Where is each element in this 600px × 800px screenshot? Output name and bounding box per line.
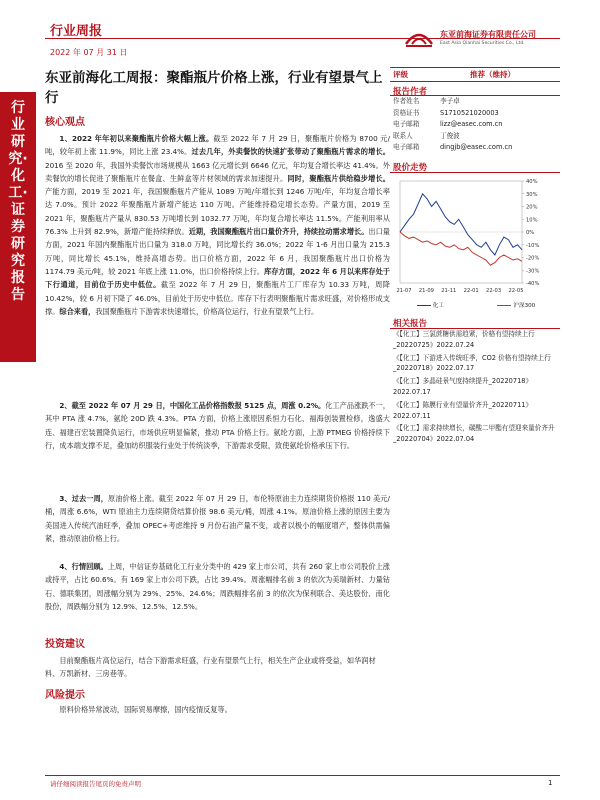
series-line-chemical [400,194,522,255]
body-text: 我国聚酯瓶片下游需求快速增长，价格高位运行，行业有望景气上行。 [95,306,319,316]
company-name-en: East Asia Qianhai Securities Co., Ltd. [440,41,525,46]
related-report-link[interactable]: 《【化工】多晶硅景气度持续提升_20220718》2022.07.17 [393,377,533,396]
related-reports-list [393,329,561,447]
legend-item: 沪深300 [497,301,535,309]
investment-advice-text: 目前聚酯瓶片高位运行，结合下游需求旺盛，行业有望景气上行，相关生产企业或将受益，如华润材料、万凯新材、三房巷等。 [45,656,376,679]
key-point-text: 2、截至 2022 年 07 月 29 日，中国化工品价格指数报 5125 点，周涨 0.2%。 [59,401,326,410]
body-text: 化工产品涨跌不一，其中 PTA 涨 4.7%，氨纶 20D 跌 4.3%。PTA 方面，价格上涨原因系恒力石化、福海创装置检修，逸盛大连、福建百宏装置降负运行，市场供应明显偏紧，推动 PTA 价格上行。氨纶方面，上游 PTMEG 价格持续下行，成本端支撑不足，叠加纺织服装行业处于传统淡季，下游需求受限，致使氨纶价格承压下行。 [45,401,390,450]
risk-heading: 风险提示 [45,690,85,701]
company-name-cn: 东亚前海证券有限责任公司 [440,30,536,39]
key-point-text: 3、过去一周， [59,494,108,503]
disclaimer-note: 请仔细阅读报告尾页的免责声明 [50,780,141,788]
paragraph-1 [45,132,390,318]
price-trend-heading: 股价走势 [393,163,428,173]
body-text: 截至 2022 年 7 月 29 日，聚酯瓶片价格为 8700 元/吨，较年初上涨 11.9%，同比上涨 23.4%。 [45,134,390,157]
key-point-text: 综合来看， [59,306,96,316]
related-report-link[interactable]: 《【化工】需求持续增长，碳酸二甲酯有望迎来量价齐升_20220704》2022.07.04 [393,424,555,444]
category-sidebar [0,92,36,362]
body-text: 上周，中信证券基础化工行业分类中的 429 家上市公司，共有 260 家上市公司股价上涨或持平，占比 60.6%。有 169 家上市公司下跌，占比 39.4%。周涨幅排名前 3 的依次为美瑞新材、力量钻石、德联集团，周涨幅分别为 29%、25%、24.6%；周跌幅排名前 3 的依次为保利联合、美达股份、南化股份，周跌幅分别为 12.9%、12.5%、12.5%。 [45,562,390,611]
body-text: 产能方面，2019 至 2021 年，我国聚酯瓶片产能从 1089 万吨/年增长到 1246 万吨/年，年均复合增长率达 7.0%。预计 2022 年聚酯瓶片新增产能达 110 万吨。产能维持稳定增长态势。产量方面，2019 至 2021 年，聚酯瓶片产量从 830.53 万吨增长到 1032.77 万吨，年均复合增长率达 11.5%。产能利用率从 76.3% 上升到 82.9%，新增产能持续释放。 [45,187,390,237]
page-number: 1 [548,779,553,787]
paragraph-4 [45,560,390,613]
y-tick-label: 30% [526,191,538,198]
x-tick-label: 21-11 [441,288,457,294]
paragraph-2 [45,399,390,452]
body-text: 2016 至 2020 年，我国外卖餐饮市场规模从 1663 亿元增长到 6646 亿元，年均复合增长率达 41.4%。外卖餐饮的增长促进了聚酯瓶片在餐盒、生鲜盒等片材领域的需求加速提升。 [45,160,390,183]
key-point-text: 过去几年，外卖餐饮的快速扩张带动了聚酯瓶片需求的增长。 [191,147,390,157]
x-tick-label: 22-01 [463,288,479,294]
divider [390,172,560,173]
footer-rule [45,775,560,776]
y-tick-label: -40% [526,281,540,287]
related-reports-heading: 相关报告 [393,319,428,329]
rating-label: 评级 [393,70,408,79]
x-tick-label: 22-05 [508,288,524,294]
key-point-text: 4、行情回顾。 [59,562,108,571]
y-tick-label: 20% [526,204,538,211]
report-date: 2022 年 07 月 31 日 [50,48,128,57]
key-point-text: 库存方面，2022 年 6 月以来库存处于下行通道，目前位于历史中低位。 [45,266,390,290]
x-tick-label: 21-07 [396,288,412,294]
core-view-heading: 核心观点 [45,117,85,128]
x-tick-label: 21-09 [418,288,434,294]
y-tick-label: -20% [526,255,540,262]
body-text: 原油价格上涨。截至 2022 年 07 月 29 日，布伦特原油主力连续期货价格报 110 美元/桶，周涨 6.6%，WTI 原油主力连续期货结算价报 98.6 美元/桶，周涨 4.1%。原油价格上涨的原因主要为美国进入传统汽油旺季，叠加 OPEC+考虑维持 9 月份石油产量不变，或者以极小的幅度增产，整体供需偏紧，推动原油价格上行。 [45,494,390,543]
author-row: 资格证书 S1710521020003 [393,108,499,117]
body-text: 截至 2022 年 7 月 29 日，聚酯瓶片工厂库存为 10.33 万吨，周降 10.42%，较 6 月初下降了 46.0%，目前处于历史中低位。库存下行表明聚酯瓶片需求旺盛，对价格形成支撑。 [45,280,390,316]
report-title: 东亚前海化工周报：聚酯瓶片价格上涨，行业有望景气上行 [45,70,383,106]
author-email-link[interactable]: lizz@easec.com.cn [440,120,503,128]
risk-text: 原料价格异常波动，国际贸易摩擦，国内疫情反复等。 [59,705,232,714]
company-logo-icon [404,26,434,48]
related-report-link[interactable]: 《【化工】三氯蔗糖供需趋紧，价格有望持续上行_20220725》2022.07.24 [393,330,535,349]
related-report-link[interactable]: 《【化工】陈膜行业有望量价齐升_20220711》2022.07.11 [393,400,533,420]
y-tick-label: 40% [526,179,538,185]
sidebar-label: 行业研究·化工·证券研究报告 [8,100,28,303]
key-point-text: 1、2022 年年初以来聚酯瓶片价格大幅上涨。 [59,134,214,143]
author-row: 电子邮箱 dingjb@easec.com.cn [393,142,558,154]
y-tick-label: 0% [526,230,535,236]
key-point-text: 近期，我国聚酯瓶片出口量价齐升，持续拉动需求增长。 [188,227,369,237]
y-tick-label: 10% [526,217,538,224]
chart-legend [390,301,562,309]
author-row: 电子邮箱 lizz@easec.com.cn [393,119,558,131]
authors-heading: 报告作者 [393,87,428,97]
author-row: 联系人 丁俊波 [393,131,460,140]
body-text: 出口量方面，2021 年国内聚酯瓶片出口量为 318.0 万吨，同比增长约 36.0%；2022 年 1-6 月出口量为 215.3 万吨，同比增长 45.1%，维持高增态势。出口价格方面，2022 年 6 月，我国聚酯瓶片出口价格为 1174.79 美元/吨，较 2021 年底上涨 11.0%，出口价格持续上行。 [45,227,390,276]
author-info [393,96,558,154]
report-type: 行业周报 [50,24,103,39]
author-row: 作者姓名 李子卓 [393,97,460,105]
contact-email-link[interactable]: dingjb@easec.com.cn [440,143,513,151]
x-tick-label: 22-03 [486,288,502,294]
y-tick-label: -30% [526,268,540,275]
paragraph-3 [45,492,390,545]
investment-advice-heading: 投资建议 [45,639,85,650]
key-point-text: 同时，聚酯瓶片供给稳步增长。 [287,173,390,183]
rating-value: 推荐（维持） [470,70,515,79]
related-report-link[interactable]: 《【化工】下游进入传统旺季，CO2 价格有望持续上行_20220718》2022.07.17 [393,353,551,373]
price-trend-chart [392,175,560,305]
legend-item: 化工 [417,301,444,309]
y-tick-label: -10% [526,242,540,249]
